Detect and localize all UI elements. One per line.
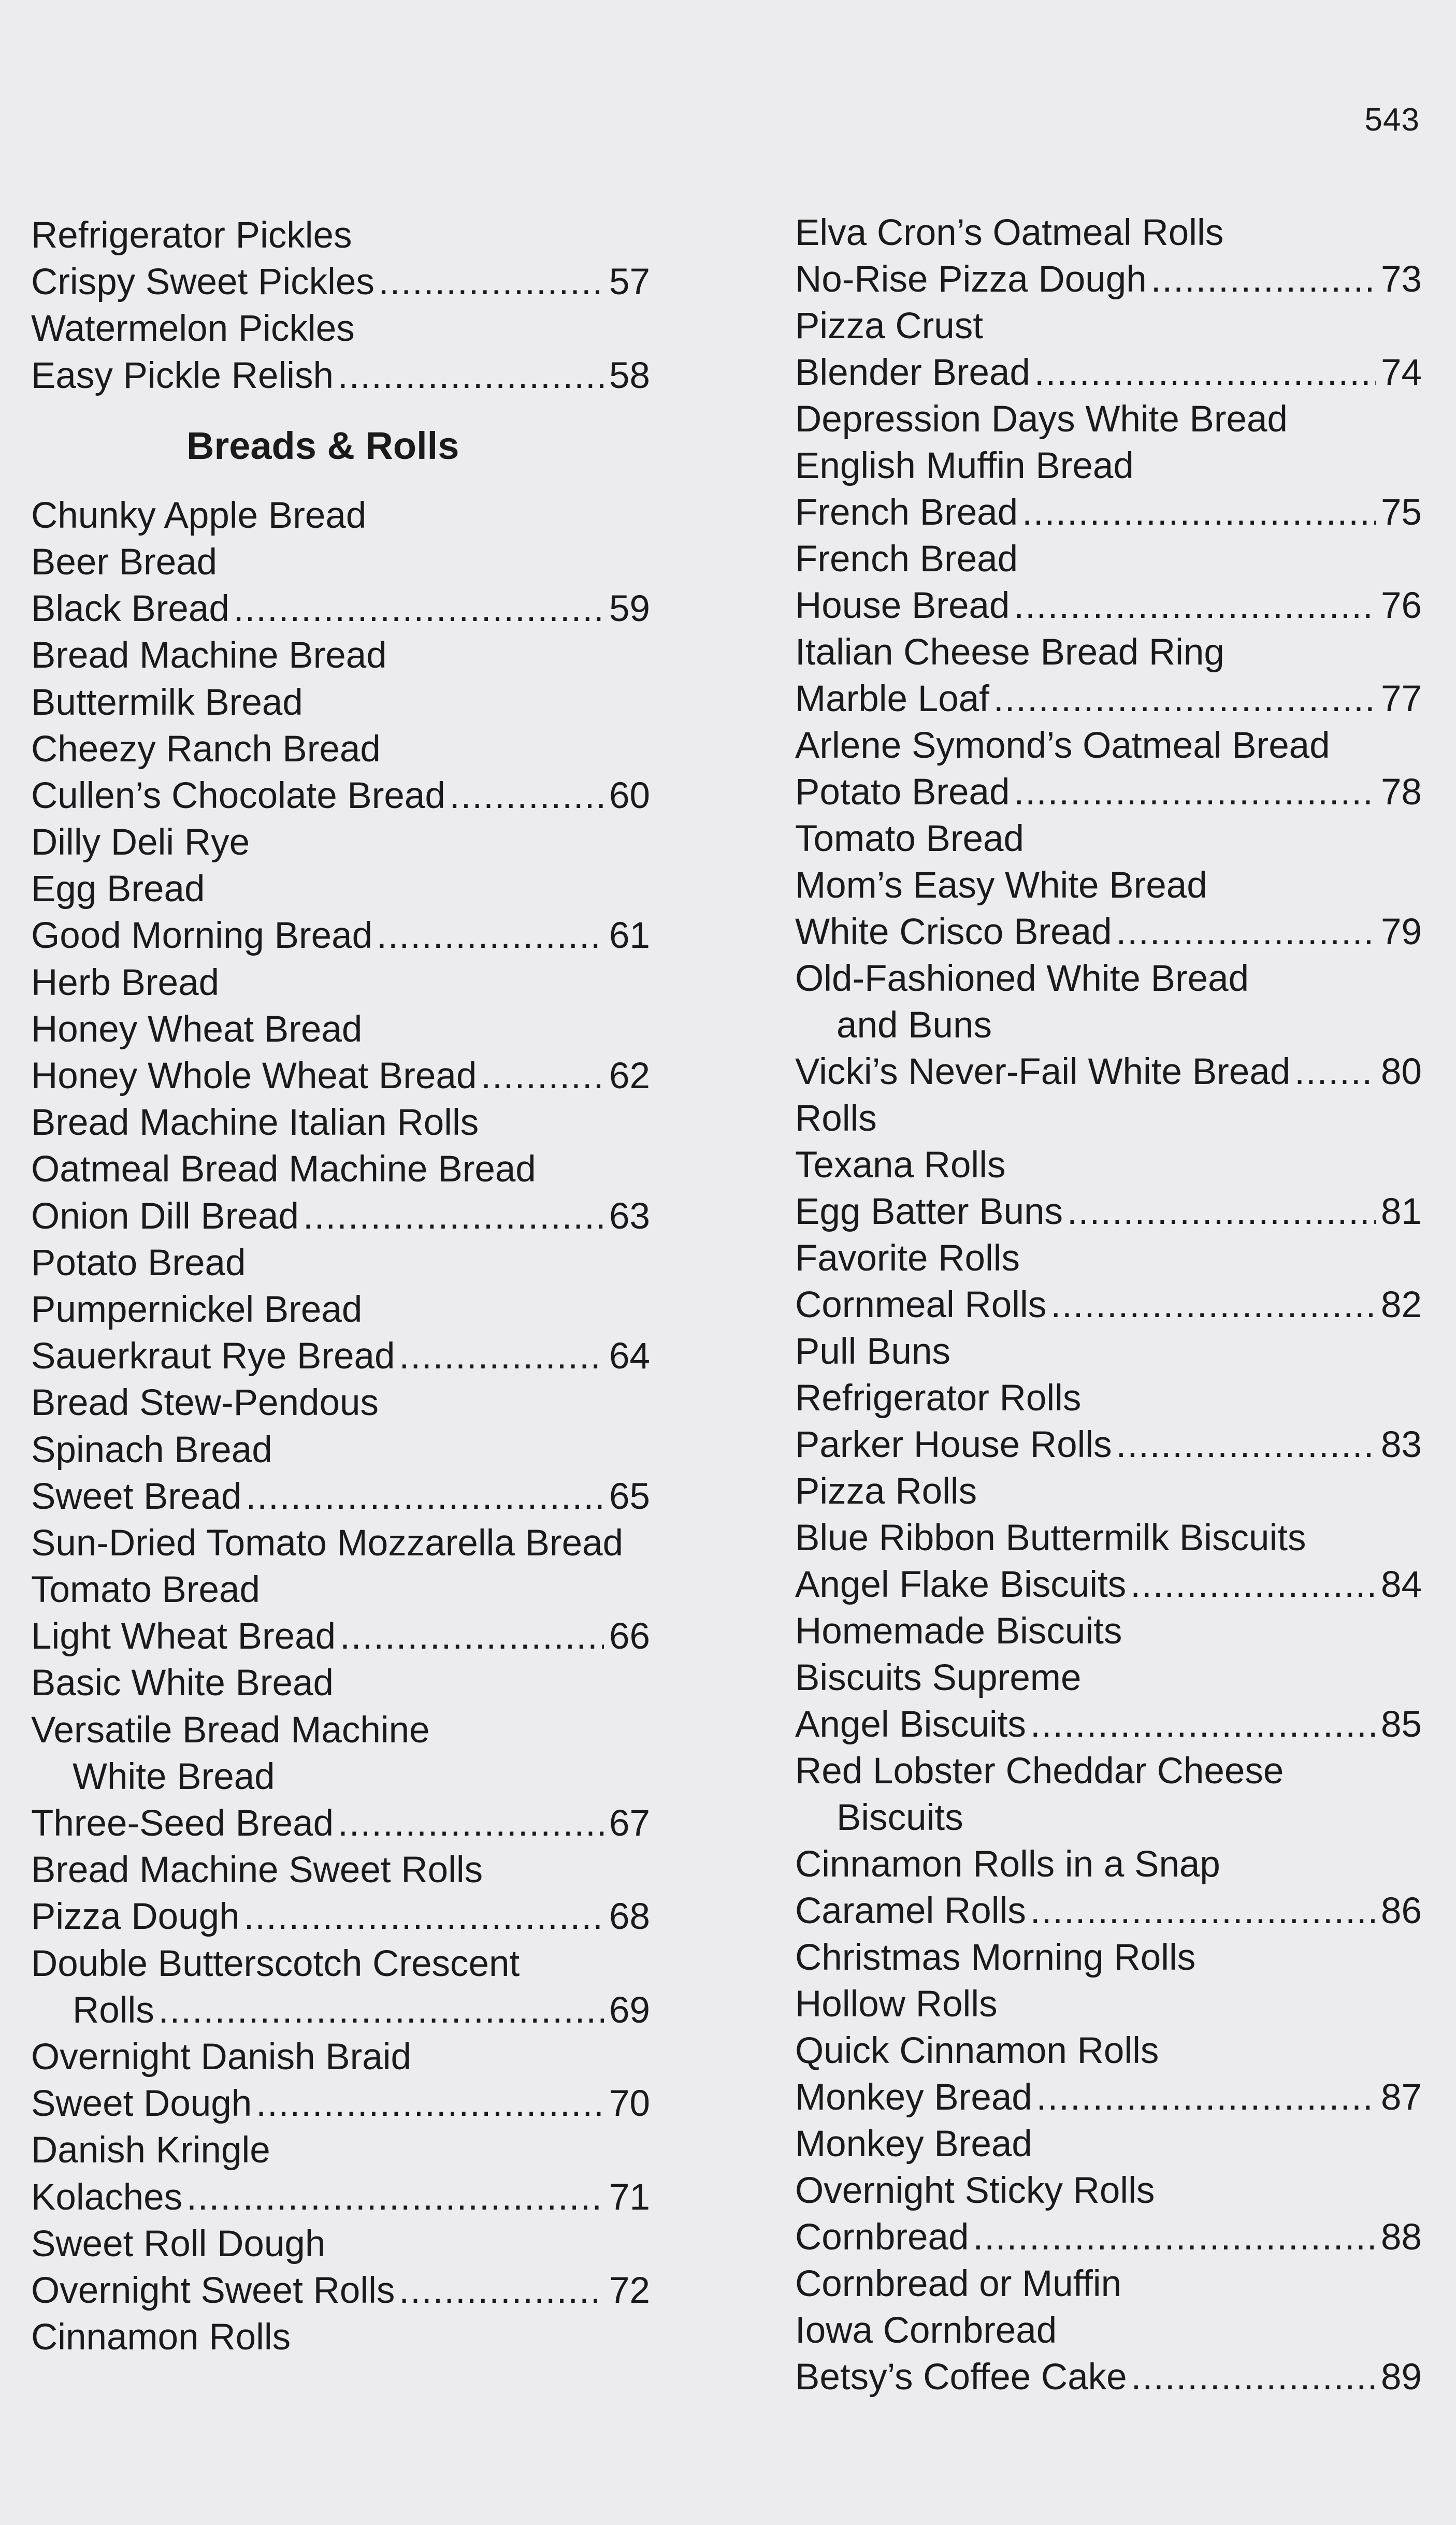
entry-page-number: 69 xyxy=(609,1989,650,2031)
dot-leader xyxy=(234,586,604,632)
entry-title: Hollow Rolls xyxy=(795,1984,998,2025)
index-entry xyxy=(795,2074,1422,2121)
index-entry xyxy=(795,1655,1422,1701)
entry-title: Blue Ribbon Buttermilk Biscuits xyxy=(795,1518,1306,1559)
index-entry xyxy=(795,769,1422,816)
dot-leader xyxy=(1116,909,1376,956)
index-entry xyxy=(31,2034,650,2081)
entry-title: Egg Bread xyxy=(31,869,205,910)
entry-page-number: 88 xyxy=(1381,2217,1422,2258)
entry-page-number: 68 xyxy=(609,1896,650,1938)
entry-title: Red Lobster Cheddar Cheese xyxy=(795,1751,1284,1792)
dot-leader xyxy=(338,353,604,399)
index-entry xyxy=(795,2214,1422,2261)
index-entry xyxy=(795,1375,1422,1422)
entry-page-number: 84 xyxy=(1381,1564,1422,1605)
index-entry xyxy=(31,960,650,1006)
index-entry xyxy=(31,1333,650,1380)
entry-title: Cornmeal Rolls xyxy=(795,1285,1047,1325)
entry-page-number: 58 xyxy=(609,355,650,396)
entry-title: Rolls xyxy=(73,1989,154,2031)
dot-leader xyxy=(1036,2074,1376,2121)
dot-leader xyxy=(377,913,604,959)
pickles-entries xyxy=(31,212,650,399)
entry-title: White Bread xyxy=(73,1756,275,1797)
entry-title: Onion Dill Bread xyxy=(31,1195,299,1237)
index-entry xyxy=(795,723,1422,769)
index-entry xyxy=(31,1894,650,1940)
index-entry xyxy=(31,1053,650,1100)
entry-title: Honey Whole Wheat Bread xyxy=(31,1056,477,1096)
index-entry xyxy=(31,1380,650,1426)
entry-page-number: 83 xyxy=(1381,1424,1422,1465)
index-entry xyxy=(31,866,650,913)
index-entry xyxy=(795,210,1422,256)
dot-leader xyxy=(1294,1049,1376,1095)
index-entry xyxy=(795,1189,1422,1235)
entry-title: Bread Machine Italian Rolls xyxy=(31,1102,479,1144)
index-entry xyxy=(31,1800,650,1847)
entry-title: Sauerkraut Rye Bread xyxy=(31,1336,395,1377)
entry-title: Parker House Rolls xyxy=(795,1424,1112,1465)
entry-title: Iowa Cornbread xyxy=(795,2310,1057,2351)
index-entry xyxy=(31,1941,650,1987)
entry-title: Potato Bread xyxy=(795,772,1010,813)
entry-page-number: 60 xyxy=(609,775,650,816)
entry-title: Marble Loaf xyxy=(795,679,989,719)
index-entry xyxy=(795,303,1422,350)
entry-title: Christmas Morning Rolls xyxy=(795,1937,1196,1978)
index-entry xyxy=(31,353,650,399)
index-entry xyxy=(31,539,650,586)
index-entry xyxy=(795,1562,1422,1608)
entry-page-number: 70 xyxy=(609,2083,650,2125)
index-entry xyxy=(31,2314,650,2361)
entry-title: Mom’s Easy White Bread xyxy=(795,865,1207,906)
index-entry xyxy=(31,259,650,306)
entry-title: Biscuits Supreme xyxy=(795,1657,1082,1698)
dot-leader xyxy=(1030,1888,1376,1935)
index-entry xyxy=(31,212,650,259)
entry-title: Arlene Symond’s Oatmeal Bread xyxy=(795,725,1330,766)
index-entry xyxy=(795,1049,1422,1095)
entry-title: No-Rise Pizza Dough xyxy=(795,259,1147,300)
index-entry xyxy=(795,1468,1422,1515)
dot-leader xyxy=(993,676,1376,723)
entry-title: English Muffin Bread xyxy=(795,445,1134,486)
entry-title: Texana Rolls xyxy=(795,1145,1006,1186)
dot-leader xyxy=(340,1613,604,1660)
index-entry xyxy=(31,680,650,726)
breads-entries xyxy=(31,493,650,2361)
breads-rolls-entries xyxy=(795,210,1422,2401)
entry-page-number: 75 xyxy=(1381,492,1422,533)
entry-page-number: 79 xyxy=(1381,912,1422,953)
index-entry xyxy=(31,2127,650,2174)
entry-title: Angel Biscuits xyxy=(795,1704,1026,1745)
entry-page-number: 85 xyxy=(1381,1704,1422,1745)
dot-leader xyxy=(450,773,604,819)
index-entry xyxy=(795,256,1422,303)
entry-title: and Buns xyxy=(837,1005,992,1046)
index-entry xyxy=(795,1142,1422,1189)
entry-page-number: 81 xyxy=(1381,1191,1422,1232)
entry-page-number: 64 xyxy=(609,1336,650,1377)
left-index-column xyxy=(31,212,650,2361)
right-index-column xyxy=(795,210,1422,2401)
index-entry xyxy=(31,1754,650,1800)
dot-leader xyxy=(1014,583,1376,629)
index-entry xyxy=(31,1707,650,1754)
index-entry xyxy=(31,1567,650,1613)
entry-title: Pull Buns xyxy=(795,1331,950,1372)
entry-title: Overnight Sweet Rolls xyxy=(31,2270,395,2311)
entry-page-number: 59 xyxy=(609,588,650,630)
index-entry xyxy=(795,629,1422,676)
dot-leader xyxy=(481,1053,604,1100)
index-entry xyxy=(31,2174,650,2221)
index-entry xyxy=(31,1427,650,1474)
entry-title: Bread Machine Bread xyxy=(31,635,387,676)
entry-title: Pizza Crust xyxy=(795,306,983,347)
entry-title: Overnight Danish Braid xyxy=(31,2036,412,2077)
index-entry xyxy=(795,1235,1422,1282)
index-entry xyxy=(31,2268,650,2314)
entry-title: Herb Bread xyxy=(31,962,220,1003)
dot-leader xyxy=(303,1193,604,1240)
entry-title: Depression Days White Bread xyxy=(795,399,1288,440)
index-entry xyxy=(31,819,650,866)
entry-page-number: 86 xyxy=(1381,1891,1422,1931)
dot-leader xyxy=(1131,2354,1376,2401)
dot-leader xyxy=(973,2214,1376,2261)
entry-title: Monkey Bread xyxy=(795,2124,1032,2165)
entry-title: Tomato Bread xyxy=(795,818,1025,859)
entry-title: French Bread xyxy=(795,492,1018,533)
entry-title: Bread Stew-Pendous xyxy=(31,1382,379,1424)
entry-title: Watermelon Pickles xyxy=(31,308,355,350)
index-entry xyxy=(31,306,650,352)
entry-page-number: 57 xyxy=(609,262,650,303)
entry-title: White Crisco Bread xyxy=(795,912,1112,953)
entry-page-number: 74 xyxy=(1381,352,1422,393)
index-entry xyxy=(795,489,1422,536)
index-entry xyxy=(31,1100,650,1146)
entry-title: Refrigerator Pickles xyxy=(31,215,352,256)
entry-title: Cornbread xyxy=(795,2217,969,2258)
index-entry xyxy=(31,1193,650,1240)
section-heading: Breads & Rolls xyxy=(186,424,459,467)
dot-leader xyxy=(1067,1189,1376,1235)
entry-title: Favorite Rolls xyxy=(795,1238,1020,1279)
index-entry xyxy=(795,676,1422,723)
entry-title: Overnight Sticky Rolls xyxy=(795,2170,1155,2211)
dot-leader xyxy=(256,2081,604,2127)
entry-title: French Bread xyxy=(795,539,1018,580)
dot-leader xyxy=(186,2174,604,2221)
index-entry xyxy=(31,1987,650,2034)
index-entry xyxy=(795,1981,1422,2028)
entry-title: Versatile Bread Machine xyxy=(31,1709,430,1751)
entry-title: Refrigerator Rolls xyxy=(795,1378,1082,1419)
dot-leader xyxy=(1116,1422,1376,1468)
index-entry xyxy=(795,1002,1422,1049)
entry-title: Rolls xyxy=(795,1098,877,1139)
entry-page-number: 62 xyxy=(609,1056,650,1096)
entry-page-number: 80 xyxy=(1381,1051,1422,1092)
entry-title: Pizza Dough xyxy=(31,1896,240,1938)
index-entry xyxy=(31,1660,650,1707)
entry-title: Honey Wheat Bread xyxy=(31,1008,363,1050)
entry-title: Crispy Sweet Pickles xyxy=(31,262,374,303)
entry-title: Cullen’s Chocolate Bread xyxy=(31,775,445,816)
entry-title: Danish Kringle xyxy=(31,2130,270,2171)
index-entry xyxy=(795,1795,1422,1841)
entry-title: Cheezy Ranch Bread xyxy=(31,728,381,770)
entry-title: Sweet Bread xyxy=(31,1476,242,1517)
entry-title: Cinnamon Rolls xyxy=(31,2317,291,2358)
entry-title: Angel Flake Biscuits xyxy=(795,1564,1127,1605)
index-entry xyxy=(31,1474,650,1520)
entry-title: Egg Batter Buns xyxy=(795,1191,1063,1232)
entry-page-number: 82 xyxy=(1381,1285,1422,1325)
index-entry xyxy=(795,1888,1422,1935)
index-entry xyxy=(795,350,1422,396)
entry-title: Beer Bread xyxy=(31,541,218,583)
index-entry xyxy=(31,1520,650,1567)
entry-title: Old-Fashioned White Bread xyxy=(795,958,1249,999)
dot-leader xyxy=(1050,1282,1376,1329)
entry-title: Pizza Rolls xyxy=(795,1471,977,1512)
entry-page-number: 76 xyxy=(1381,585,1422,626)
entry-title: House Bread xyxy=(795,585,1010,626)
entry-title: Tomato Bread xyxy=(31,1569,261,1611)
entry-page-number: 61 xyxy=(609,915,650,957)
entry-title: Kolaches xyxy=(31,2176,183,2218)
index-entry xyxy=(31,1146,650,1193)
dot-leader xyxy=(246,1474,604,1520)
entry-title: Dilly Deli Rye xyxy=(31,822,250,863)
index-entry xyxy=(795,2261,1422,2307)
entry-page-number: 87 xyxy=(1381,2077,1422,2118)
index-entry xyxy=(31,586,650,632)
index-entry xyxy=(31,1240,650,1287)
entry-title: Betsy’s Coffee Cake xyxy=(795,2357,1127,2398)
index-entry xyxy=(795,1422,1422,1468)
entry-title: Chunky Apple Bread xyxy=(31,495,367,536)
entry-title: Cinnamon Rolls in a Snap xyxy=(795,1844,1220,1885)
index-entry xyxy=(31,632,650,679)
entry-title: Italian Cheese Bread Ring xyxy=(795,632,1224,673)
dot-leader xyxy=(1034,350,1376,396)
page-number: 543 xyxy=(1364,102,1420,138)
index-entry xyxy=(795,1515,1422,1562)
entry-title: Sweet Roll Dough xyxy=(31,2223,326,2264)
entry-page-number: 78 xyxy=(1381,772,1422,813)
index-entry xyxy=(795,816,1422,862)
entry-page-number: 73 xyxy=(1381,259,1422,300)
index-entry xyxy=(795,909,1422,956)
index-entry xyxy=(795,1701,1422,1748)
index-entry xyxy=(795,1935,1422,1981)
entry-title: Three-Seed Bread xyxy=(31,1803,334,1844)
entry-title: Double Butterscotch Crescent xyxy=(31,1943,520,1984)
index-entry xyxy=(795,2354,1422,2401)
entry-page-number: 71 xyxy=(609,2176,650,2218)
entry-title: Quick Cinnamon Rolls xyxy=(795,2030,1159,2071)
index-entry xyxy=(31,913,650,959)
entry-title: Vicki’s Never-Fail White Bread xyxy=(795,1051,1291,1092)
dot-leader xyxy=(244,1894,604,1940)
entry-title: Homemade Biscuits xyxy=(795,1611,1122,1652)
index-entry xyxy=(795,2028,1422,2074)
entry-page-number: 66 xyxy=(609,1616,650,1657)
entry-title: Spinach Bread xyxy=(31,1429,272,1470)
index-entry xyxy=(795,2307,1422,2354)
index-entry xyxy=(795,956,1422,1002)
entry-page-number: 77 xyxy=(1381,679,1422,719)
entry-title: Caramel Rolls xyxy=(795,1891,1026,1931)
entry-title: Good Morning Bread xyxy=(31,915,373,957)
index-entry xyxy=(795,443,1422,489)
entry-page-number: 63 xyxy=(609,1195,650,1237)
entry-title: Black Bread xyxy=(31,588,229,630)
index-entry xyxy=(795,1282,1422,1329)
index-entry xyxy=(795,2121,1422,2168)
entry-title: Potato Bread xyxy=(31,1242,246,1283)
index-entry xyxy=(795,536,1422,583)
index-entry xyxy=(31,773,650,819)
index-entry xyxy=(795,1329,1422,1375)
index-entry xyxy=(795,2168,1422,2214)
index-entry xyxy=(31,2081,650,2127)
entry-title: Light Wheat Bread xyxy=(31,1616,336,1657)
dot-leader xyxy=(1030,1701,1376,1748)
dot-leader xyxy=(338,1800,604,1847)
index-entry xyxy=(31,1613,650,1660)
entry-title: Easy Pickle Relish xyxy=(31,355,334,396)
dot-leader xyxy=(1014,769,1376,816)
entry-title: Elva Cron’s Oatmeal Rolls xyxy=(795,212,1224,253)
dot-leader xyxy=(1130,1562,1376,1608)
dot-leader xyxy=(1151,256,1376,303)
entry-title: Blender Bread xyxy=(795,352,1030,393)
index-entry xyxy=(31,726,650,773)
index-entry xyxy=(31,1006,650,1053)
index-entry xyxy=(795,862,1422,909)
index-entry xyxy=(795,396,1422,443)
entry-title: Cornbread or Muffin xyxy=(795,2263,1122,2304)
entry-title: Biscuits xyxy=(837,1797,963,1838)
entry-title: Monkey Bread xyxy=(795,2077,1032,2118)
entry-title: Basic White Bread xyxy=(31,1663,334,1704)
entry-title: Sweet Dough xyxy=(31,2083,252,2125)
entry-page-number: 72 xyxy=(609,2270,650,2311)
dot-leader xyxy=(158,1987,604,2034)
dot-leader xyxy=(1022,489,1376,536)
index-entry xyxy=(31,1287,650,1333)
entry-title: Buttermilk Bread xyxy=(31,682,303,723)
index-entry xyxy=(795,1095,1422,1142)
index-entry xyxy=(795,1841,1422,1888)
entry-page-number: 65 xyxy=(609,1476,650,1517)
dot-leader xyxy=(399,2268,604,2314)
entry-page-number: 89 xyxy=(1381,2357,1422,2398)
index-entry xyxy=(31,1847,650,1894)
index-entry xyxy=(795,583,1422,629)
entry-title: Sun-Dried Tomato Mozzarella Bread xyxy=(31,1522,624,1564)
index-entry xyxy=(795,1608,1422,1655)
dot-leader xyxy=(399,1333,604,1380)
dot-leader xyxy=(379,259,604,306)
index-entry xyxy=(795,1748,1422,1795)
index-entry xyxy=(31,2221,650,2268)
entry-title: Pumpernickel Bread xyxy=(31,1289,363,1330)
entry-page-number: 67 xyxy=(609,1803,650,1844)
entry-title: Oatmeal Bread Machine Bread xyxy=(31,1149,536,1190)
entry-title: Bread Machine Sweet Rolls xyxy=(31,1850,483,1891)
index-entry xyxy=(31,493,650,539)
